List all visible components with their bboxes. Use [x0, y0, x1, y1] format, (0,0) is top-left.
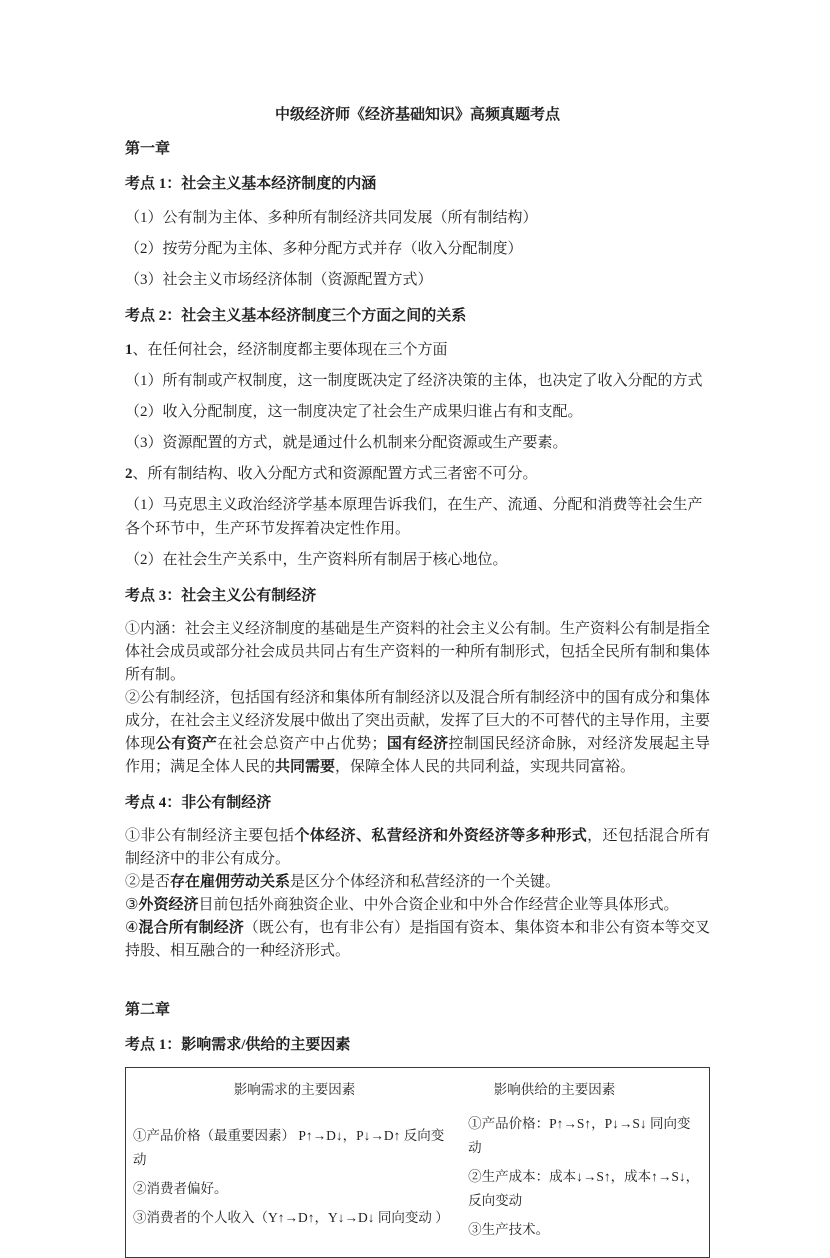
text-run: （3）资源配置的方式，就是通过什么机制来分配资源或生产要素。: [125, 435, 568, 451]
text-run: 存在雇佣劳动关系: [170, 874, 291, 890]
text-run: （既公有，也有非公有）是指国有资本、集体资本和非公有资本等交叉持股、相互融合的一种经济形式。: [125, 920, 710, 959]
text-run: 、在任何社会，经济制度都主要体现在三个方面: [132, 342, 448, 358]
text-run: （2）按劳分配为主体、多种分配方式并存（收入分配制度）: [125, 241, 523, 257]
text-run: 是区分个体经济和私营经济的一个关键。: [290, 874, 561, 890]
text-run: ，还包括混合所有制经济中的非公有成分。: [125, 828, 710, 867]
paragraph: [125, 618, 710, 687]
text-run: （2）在社会生产关系中，生产资料所有制居于核心地位。: [125, 552, 508, 568]
table-column: [126, 1068, 464, 1257]
text-run: 目前包括外商独资企业、中外合资企业和中外合作经营企业等具体形式。: [198, 897, 679, 913]
text-run: 国有经济: [386, 736, 449, 752]
paragraph: [125, 237, 710, 261]
table-cell-line: ①产品价格（最重要因素） P↑→D↓，P↓→D↑ 反向变动: [133, 1128, 445, 1167]
text-run: 考点 4：非公有制经济: [125, 795, 272, 811]
text-run: ②公有制经济，包括国有经济和集体所有制经济以及混合所有制经济中的国有成分和集体成分，在社会主义经济发展中做出了突出贡献，发挥了巨大的不可替代的主导作用，主要体现: [125, 690, 711, 752]
paragraph: [125, 431, 710, 455]
table-cell-line: ③消费者的个人收入（Y↑→D↑，Y↓→D↓ 同向变动 ）: [133, 1210, 449, 1225]
text-run: 考点 2：社会主义基本经济制度三个方面之间的关系: [125, 308, 467, 324]
text-run: （3）社会主义市场经济体制（资源配置方式）: [125, 272, 433, 288]
table-column-header: 影响供给的主要因素: [493, 1082, 616, 1097]
paragraph: [125, 462, 710, 486]
section-heading: [125, 1034, 710, 1056]
text-run: 2: [125, 466, 133, 482]
paragraph: [125, 871, 710, 894]
text-run: 公有资产: [155, 736, 218, 752]
text-run: ，保障全体人民的共同利益，实现共同富裕。: [335, 759, 636, 775]
paragraph: [125, 825, 710, 871]
section-heading: [125, 173, 710, 195]
text-run: 第一章: [125, 141, 171, 157]
demand-supply-factors-table: [125, 1067, 710, 1258]
paragraph: [125, 338, 710, 362]
text-run: （1）所有制或产权制度，这一制度既决定了经济决策的主体，也决定了收入分配的方式: [125, 373, 703, 389]
table-column-header: 影响需求的主要因素: [233, 1082, 356, 1097]
text-run: ①非公有制经济主要包括: [125, 828, 295, 844]
paragraph: [125, 894, 710, 917]
table-cell-line: ②消费者偏好。: [133, 1181, 228, 1196]
text-run: ④: [125, 920, 139, 936]
paragraph: [125, 268, 710, 292]
paragraph: [125, 369, 710, 393]
text-run: 、所有制结构、收入分配方式和资源配置方式三者密不可分。: [132, 466, 538, 482]
table-cell-line: ②生产成本：成本↓→S↑，成本↑→S↓，反向变动: [468, 1169, 700, 1208]
table-column: [464, 1068, 709, 1257]
text-run: 在社会总资产中占优势；: [217, 736, 387, 752]
paragraph: [125, 548, 710, 572]
table-cell-line: ③生产技术。: [468, 1222, 550, 1237]
section-heading: [125, 792, 710, 814]
paragraph: [125, 400, 710, 424]
text-run: ③: [125, 897, 139, 913]
text-run: 混合所有制经济: [138, 920, 244, 936]
section-heading: [125, 585, 710, 607]
text-run: 考点 1：影响需求/供给的主要因素: [125, 1037, 351, 1053]
text-run: （2）收入分配制度，这一制度决定了社会生产成果归谁占有和支配。: [125, 404, 583, 420]
text-run: 1: [125, 342, 133, 358]
paragraph: [125, 917, 710, 963]
text-run: （1）马克思主义政治经济学基本原理告诉我们，在生产、流通、分配和消费等社会生产各个环节中，生产环节发挥着决定性作用。: [125, 497, 703, 537]
text-run: ①内涵：社会主义经济制度的基础是生产资料的社会主义公有制。生产资料公有制是指全体社会成员或部分社会成员共同占有生产资料的一种所有制形式，包括全民所有制和集体所有制。: [125, 621, 711, 683]
document-body: [125, 138, 710, 1258]
text-run: （1）公有制为主体、多种所有制经济共同发展（所有制结构）: [125, 210, 538, 226]
paragraph: [125, 206, 710, 230]
section-heading: [125, 305, 710, 327]
chapter-title: [125, 999, 710, 1021]
text-run: 控制国民经济命脉，对经济发展起主导作用；满足全体人民的: [125, 736, 710, 775]
paragraph: [125, 687, 710, 779]
paragraph: [125, 493, 710, 541]
text-run: 个体经济、私营经济和外资经济等多种形式: [294, 828, 588, 844]
document-title: 中级经济师《经济基础知识》高频真题考点: [274, 107, 560, 123]
text-run: ②是否: [125, 874, 171, 890]
text-run: 考点 1：社会主义基本经济制度的内涵: [125, 176, 377, 192]
chapter-title: [125, 138, 710, 160]
text-run: 外资经济: [138, 897, 199, 913]
text-run: 共同需要: [275, 759, 336, 775]
text-run: 考点 3：社会主义公有制经济: [125, 588, 317, 604]
table-cell-line: ①产品价格：P↑→S↑，P↓→S↓ 同向变动: [468, 1116, 691, 1155]
text-run: 第二章: [125, 1002, 171, 1018]
